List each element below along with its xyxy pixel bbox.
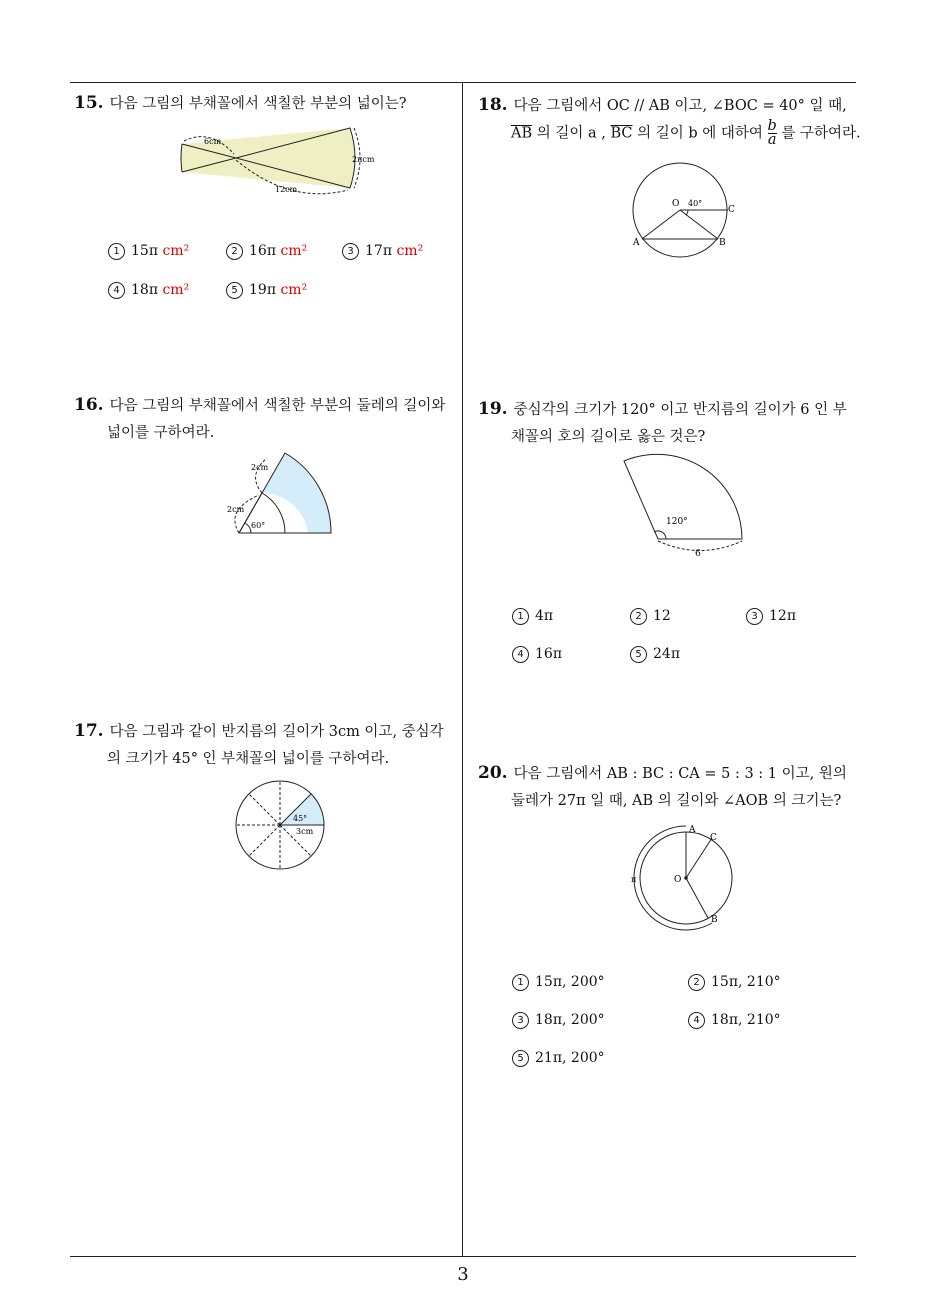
q20-label-O: O <box>674 875 682 885</box>
question-number: 17. <box>74 721 104 741</box>
q17-figure <box>236 781 326 871</box>
q20-label-side: π <box>631 875 637 884</box>
q19-label-radius: 6 <box>695 549 701 559</box>
q16-label-2cm-top: 2cm <box>251 463 269 472</box>
q20-choice-2[interactable]: 2 15π, 210° <box>688 974 781 991</box>
q19-choice-2[interactable]: 2 12 <box>630 608 671 625</box>
question-text-line2: 둘레가 27π 일 때, AB 의 길이와 ∠AOB 의 크기는? <box>511 793 842 809</box>
q17-label-radius: 3cm <box>296 827 314 836</box>
question-number: 15. <box>74 93 104 113</box>
question-text-line2: $\overline{AB}$ 의 길이 a , $\overline{BC}$ 의 길이 b 에 대하여 $\frac{b}{a}$ 를 구하여라. <box>511 118 861 148</box>
q20-choice-3[interactable]: 3 18π, 200° <box>512 1012 605 1029</box>
q19-figure <box>620 456 750 561</box>
q19-choice-3[interactable]: 3 12π <box>746 608 796 625</box>
question-18 <box>478 92 862 148</box>
bottom-rule <box>70 1256 856 1257</box>
question-text-line1: 중심각의 크기가 120° 이고 반지름의 길이가 6 인 부 <box>513 402 847 418</box>
question-text-line2: 의 크기가 45° 인 부채꼴의 넓이를 구하여라. <box>107 751 390 767</box>
q19-choice-4[interactable]: 4 16π <box>512 646 562 663</box>
question-number: 20. <box>478 763 508 783</box>
question-text-line1: 다음 그림에서 AB : BC : CA = 5 : 3 : 1 이고, 원의 <box>513 766 847 782</box>
q20-choice-5[interactable]: 5 21π, 200° <box>512 1050 605 1067</box>
question-number: 16. <box>74 395 104 415</box>
question-number: 18. <box>478 95 508 115</box>
question-15 <box>74 90 407 118</box>
q15-choice-2[interactable]: 2 16π cm² <box>226 243 307 260</box>
q15-choice-1[interactable]: 1 15π cm² <box>108 243 189 260</box>
question-16 <box>74 392 458 447</box>
question-text-line1: 다음 그림의 부채꼴에서 색칠한 부분의 둘레의 길이와 <box>109 398 446 414</box>
q18-label-C: C <box>728 205 735 215</box>
q20-label-B: B <box>711 915 718 925</box>
q15-figure <box>170 120 390 200</box>
q18-label-B: B <box>719 238 726 248</box>
question-20 <box>478 760 862 815</box>
q20-figure <box>631 825 734 926</box>
question-number: 19. <box>478 399 508 419</box>
question-text-line1: 다음 그림과 같이 반지름의 길이가 3cm 이고, 중심각 <box>109 724 444 740</box>
column-divider <box>462 82 463 1257</box>
q17-label-angle: 45° <box>293 814 308 823</box>
q20-label-A: A <box>689 825 696 835</box>
q18-label-A: A <box>633 238 640 248</box>
q16-label-angle: 60° <box>251 521 266 530</box>
page-number: 3 <box>457 1264 469 1285</box>
q19-choice-5[interactable]: 5 24π <box>630 646 680 663</box>
question-text-line2: 넓이를 구하여라. <box>107 425 215 441</box>
q19-label-angle: 120° <box>666 517 688 527</box>
top-rule <box>70 82 856 83</box>
q15-choice-4[interactable]: 4 18π cm² <box>108 282 189 299</box>
question-text-line1: 다음 그림에서 OC // AB 이고, ∠BOC = 40° 일 때, <box>513 98 847 114</box>
q15-label-2pi: 2πcm <box>352 155 375 164</box>
q18-figure <box>628 162 748 262</box>
q20-choice-4[interactable]: 4 18π, 210° <box>688 1012 781 1029</box>
question-17 <box>74 718 458 773</box>
q15-choice-3[interactable]: 3 17π cm² <box>342 243 423 260</box>
q15-label-6cm: 6cm <box>204 137 222 146</box>
question-text: 다음 그림의 부채꼴에서 색칠한 부분의 넓이는? <box>109 96 407 112</box>
q19-choice-1[interactable]: 1 4π <box>512 608 553 625</box>
question-text-line2: 채꼴의 호의 길이로 옳은 것은? <box>511 429 706 445</box>
q15-label-12cm: 12cm <box>275 185 298 194</box>
q15-choice-5[interactable]: 5 19π cm² <box>226 282 307 299</box>
q18-label-angle: 40° <box>688 199 703 208</box>
q16-label-2cm-left: 2cm <box>227 505 245 514</box>
q20-label-C: C <box>710 833 717 843</box>
q20-choice-1[interactable]: 1 15π, 200° <box>512 974 605 991</box>
question-19 <box>478 396 862 451</box>
q16-figure <box>225 450 340 540</box>
q18-label-O: O <box>672 199 680 209</box>
